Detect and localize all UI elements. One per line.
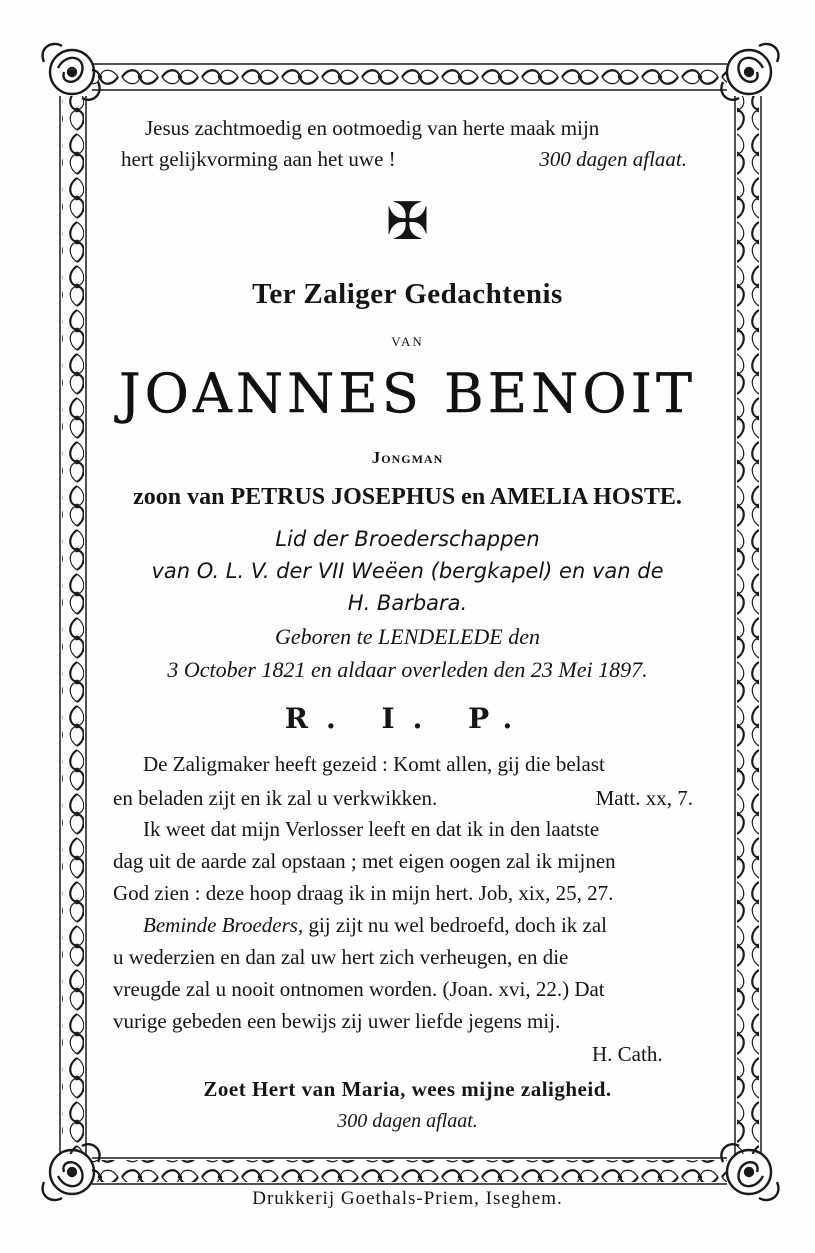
text-p3-line2 <box>113 945 706 970</box>
footer-prayer: Zoet Hert van Maria, wees mijne zaligheid. <box>203 1077 612 1101</box>
text-p2-line3 <box>113 881 706 906</box>
signature: H. Cath. <box>592 1042 663 1066</box>
parents-line: zoon van PETRUS JOSEPHUS en AMELIA HOSTE. <box>133 484 682 510</box>
header-indulgence: 300 dagen aflaat. <box>539 147 687 171</box>
status-label: Jongman <box>371 448 444 467</box>
text-p1-line2-left: en beladen zijt en ik zal u verkwikken. <box>113 786 438 810</box>
header-prayer-line2 <box>121 147 687 172</box>
header-prayer-line1 <box>145 116 705 141</box>
text-p2-line3-text: God zien : deze hoop draag ik in mijn hert. Job, xix, 25, 27. <box>113 881 614 905</box>
membership-line3: H. Barbara. <box>347 591 468 615</box>
text-p3-line4-text: vurige gebeden een bewijs zij uwer liefde jegens mij. <box>113 1009 561 1033</box>
text-p3-line1-rest: gij zijt nu wel bedroefd, doch ik zal <box>308 913 608 937</box>
text-p3-line3 <box>113 977 706 1002</box>
footer-indulgence: 300 dagen aflaat. <box>337 1110 478 1132</box>
text-p1-line2-right: Matt. xx, 7. <box>595 786 693 810</box>
rip-label: R. I. P. <box>284 702 531 735</box>
header-line1-text: Jesus zachtmoedig en ootmoedig van herte maak mijn <box>145 116 600 140</box>
text-p2-line1 <box>143 817 706 842</box>
membership-line2: van O. L. V. der VII Weëen (bergkapel) en van de <box>151 559 664 583</box>
deceased-name: JOANNES BENOIT <box>119 362 696 425</box>
death-line: 3 October 1821 en aldaar overleden den 23 Mei 1897. <box>167 657 648 682</box>
text-p2-line2-text: dag uit de aarde zal opstaan ; met eigen oogen zal ik mijnen <box>113 849 616 873</box>
birth-line: Geboren te LENDELEDE den <box>275 624 540 649</box>
text-p3-line3-text: vreugde zal u nooit ontnomen worden. (Joan. xvi, 22.) Dat <box>113 977 605 1001</box>
text-p1-line2 <box>113 786 693 811</box>
text-p1-line1-text: De Zaligmaker heeft gezeid : Komt allen, gij die belast <box>143 752 605 776</box>
text-p3-line1 <box>143 913 706 938</box>
memorial-title: Ter Zaliger Gedachtenis <box>252 278 563 310</box>
text-p3-line4 <box>113 1009 706 1034</box>
cross-icon: ✠ <box>385 192 430 252</box>
text-p2-line1-text: Ik weet dat mijn Verlosser leeft en dat ik in den laatste <box>143 817 600 841</box>
text-p1-line1 <box>143 752 706 777</box>
header-line2-left: hert gelijkvorming aan het uwe ! <box>121 147 396 171</box>
printer-imprint: Drukkerij Goethals-Priem, Iseghem. <box>252 1188 563 1209</box>
text-p3-italic: Beminde Broeders, <box>143 913 304 937</box>
text-p2-line2 <box>113 849 706 874</box>
van-label: VAN <box>391 334 424 349</box>
membership-line1: Lid der Broederschappen <box>275 527 540 551</box>
text-p3-line2-text: u wederzien en dan zal uw hert zich verheugen, en die <box>113 945 569 969</box>
